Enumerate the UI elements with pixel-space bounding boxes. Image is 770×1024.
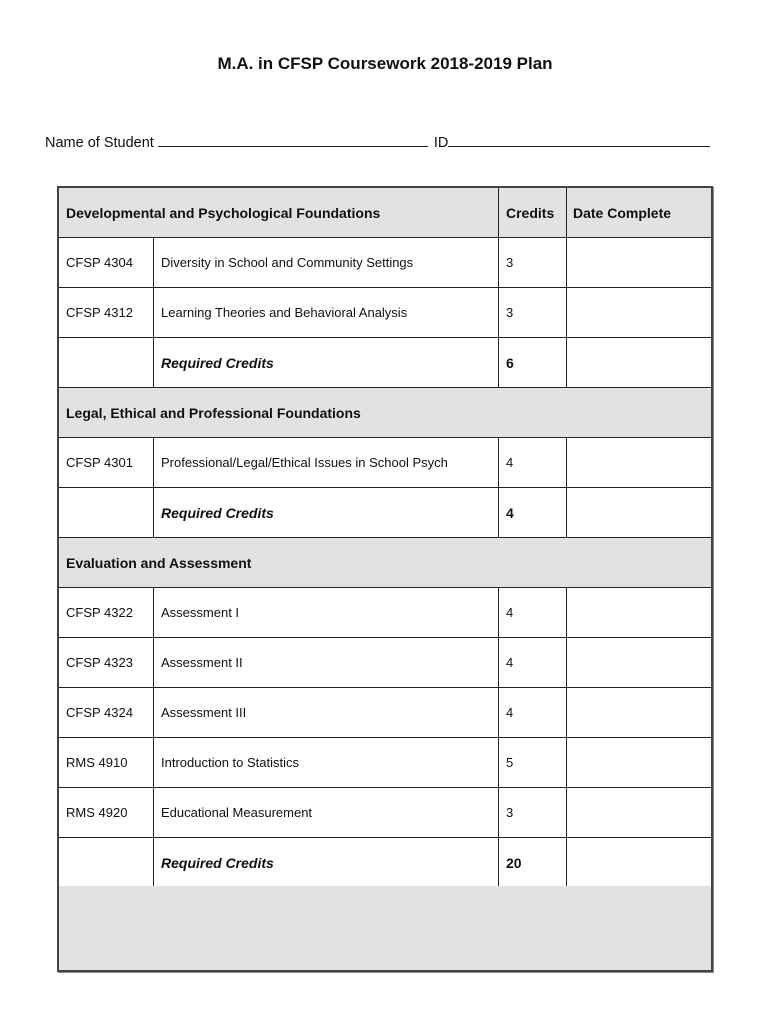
course-title: Professional/Legal/Ethical Issues in School Psych: [154, 438, 499, 487]
required-credits-label: Required Credits: [154, 488, 499, 537]
coursework-table: [57, 186, 713, 972]
table-footer-shaded: [59, 886, 711, 970]
table-row: [59, 788, 711, 838]
required-credits-label: Required Credits: [154, 338, 499, 387]
empty-code-cell: [59, 488, 154, 537]
student-id-field[interactable]: [448, 132, 710, 147]
section-heading-legal: Legal, Ethical and Professional Foundations: [66, 404, 361, 421]
table-row: [59, 438, 711, 488]
required-credits-row: [59, 838, 711, 888]
course-code: RMS 4920: [59, 788, 154, 837]
date-complete-cell[interactable]: [567, 688, 711, 737]
credits-column-header: Credits: [499, 188, 567, 237]
table-header-row: [59, 188, 711, 238]
required-credits-label: Required Credits: [154, 838, 499, 887]
required-credits-row: [59, 338, 711, 388]
course-credits: 4: [499, 438, 567, 487]
table-row: [59, 738, 711, 788]
required-credits-value: 20: [499, 838, 567, 887]
table-row: [59, 688, 711, 738]
date-complete-cell[interactable]: [567, 288, 711, 337]
section-heading-developmental: Developmental and Psychological Foundations: [59, 188, 499, 237]
table-row: [59, 638, 711, 688]
course-credits: 3: [499, 788, 567, 837]
course-title: Assessment III: [154, 688, 499, 737]
empty-code-cell: [59, 338, 154, 387]
course-credits: 3: [499, 238, 567, 287]
course-credits: 5: [499, 738, 567, 787]
course-code: CFSP 4322: [59, 588, 154, 637]
course-credits: 4: [499, 638, 567, 687]
course-code: CFSP 4304: [59, 238, 154, 287]
course-title: Assessment II: [154, 638, 499, 687]
course-title: Educational Measurement: [154, 788, 499, 837]
section-heading-evaluation: Evaluation and Assessment: [66, 554, 252, 571]
date-complete-cell[interactable]: [567, 588, 711, 637]
date-complete-column-header: Date Complete: [573, 204, 672, 221]
date-complete-cell[interactable]: [567, 738, 711, 787]
date-complete-cell: [567, 338, 711, 387]
course-title: Assessment I: [154, 588, 499, 637]
course-code: CFSP 4301: [59, 438, 154, 487]
required-credits-row: [59, 488, 711, 538]
required-credits-value: 4: [499, 488, 567, 537]
date-complete-cell[interactable]: [567, 638, 711, 687]
course-title: Learning Theories and Behavioral Analysis: [154, 288, 499, 337]
course-title: Diversity in School and Community Settings: [154, 238, 499, 287]
course-code: CFSP 4324: [59, 688, 154, 737]
section-heading-row: [59, 538, 711, 588]
student-name-field[interactable]: [158, 132, 428, 147]
student-id-label: ID: [433, 135, 449, 151]
course-code: CFSP 4323: [59, 638, 154, 687]
course-title: Introduction to Statistics: [154, 738, 499, 787]
table-row: [59, 588, 711, 638]
course-credits: 4: [499, 588, 567, 637]
student-name-label: Name of Student: [45, 135, 154, 151]
section-heading-row: [59, 388, 711, 438]
date-complete-cell[interactable]: [567, 238, 711, 287]
course-code: RMS 4910: [59, 738, 154, 787]
required-credits-value: 6: [499, 338, 567, 387]
date-complete-cell: [567, 488, 711, 537]
course-credits: 4: [499, 688, 567, 737]
student-info-line: [45, 132, 710, 151]
table-row: [59, 288, 711, 338]
date-complete-cell[interactable]: [567, 788, 711, 837]
course-code: CFSP 4312: [59, 288, 154, 337]
course-credits: 3: [499, 288, 567, 337]
date-complete-cell[interactable]: [567, 438, 711, 487]
page-title: M.A. in CFSP Coursework 2018-2019 Plan: [217, 54, 553, 73]
table-row: [59, 238, 711, 288]
empty-code-cell: [59, 838, 154, 887]
